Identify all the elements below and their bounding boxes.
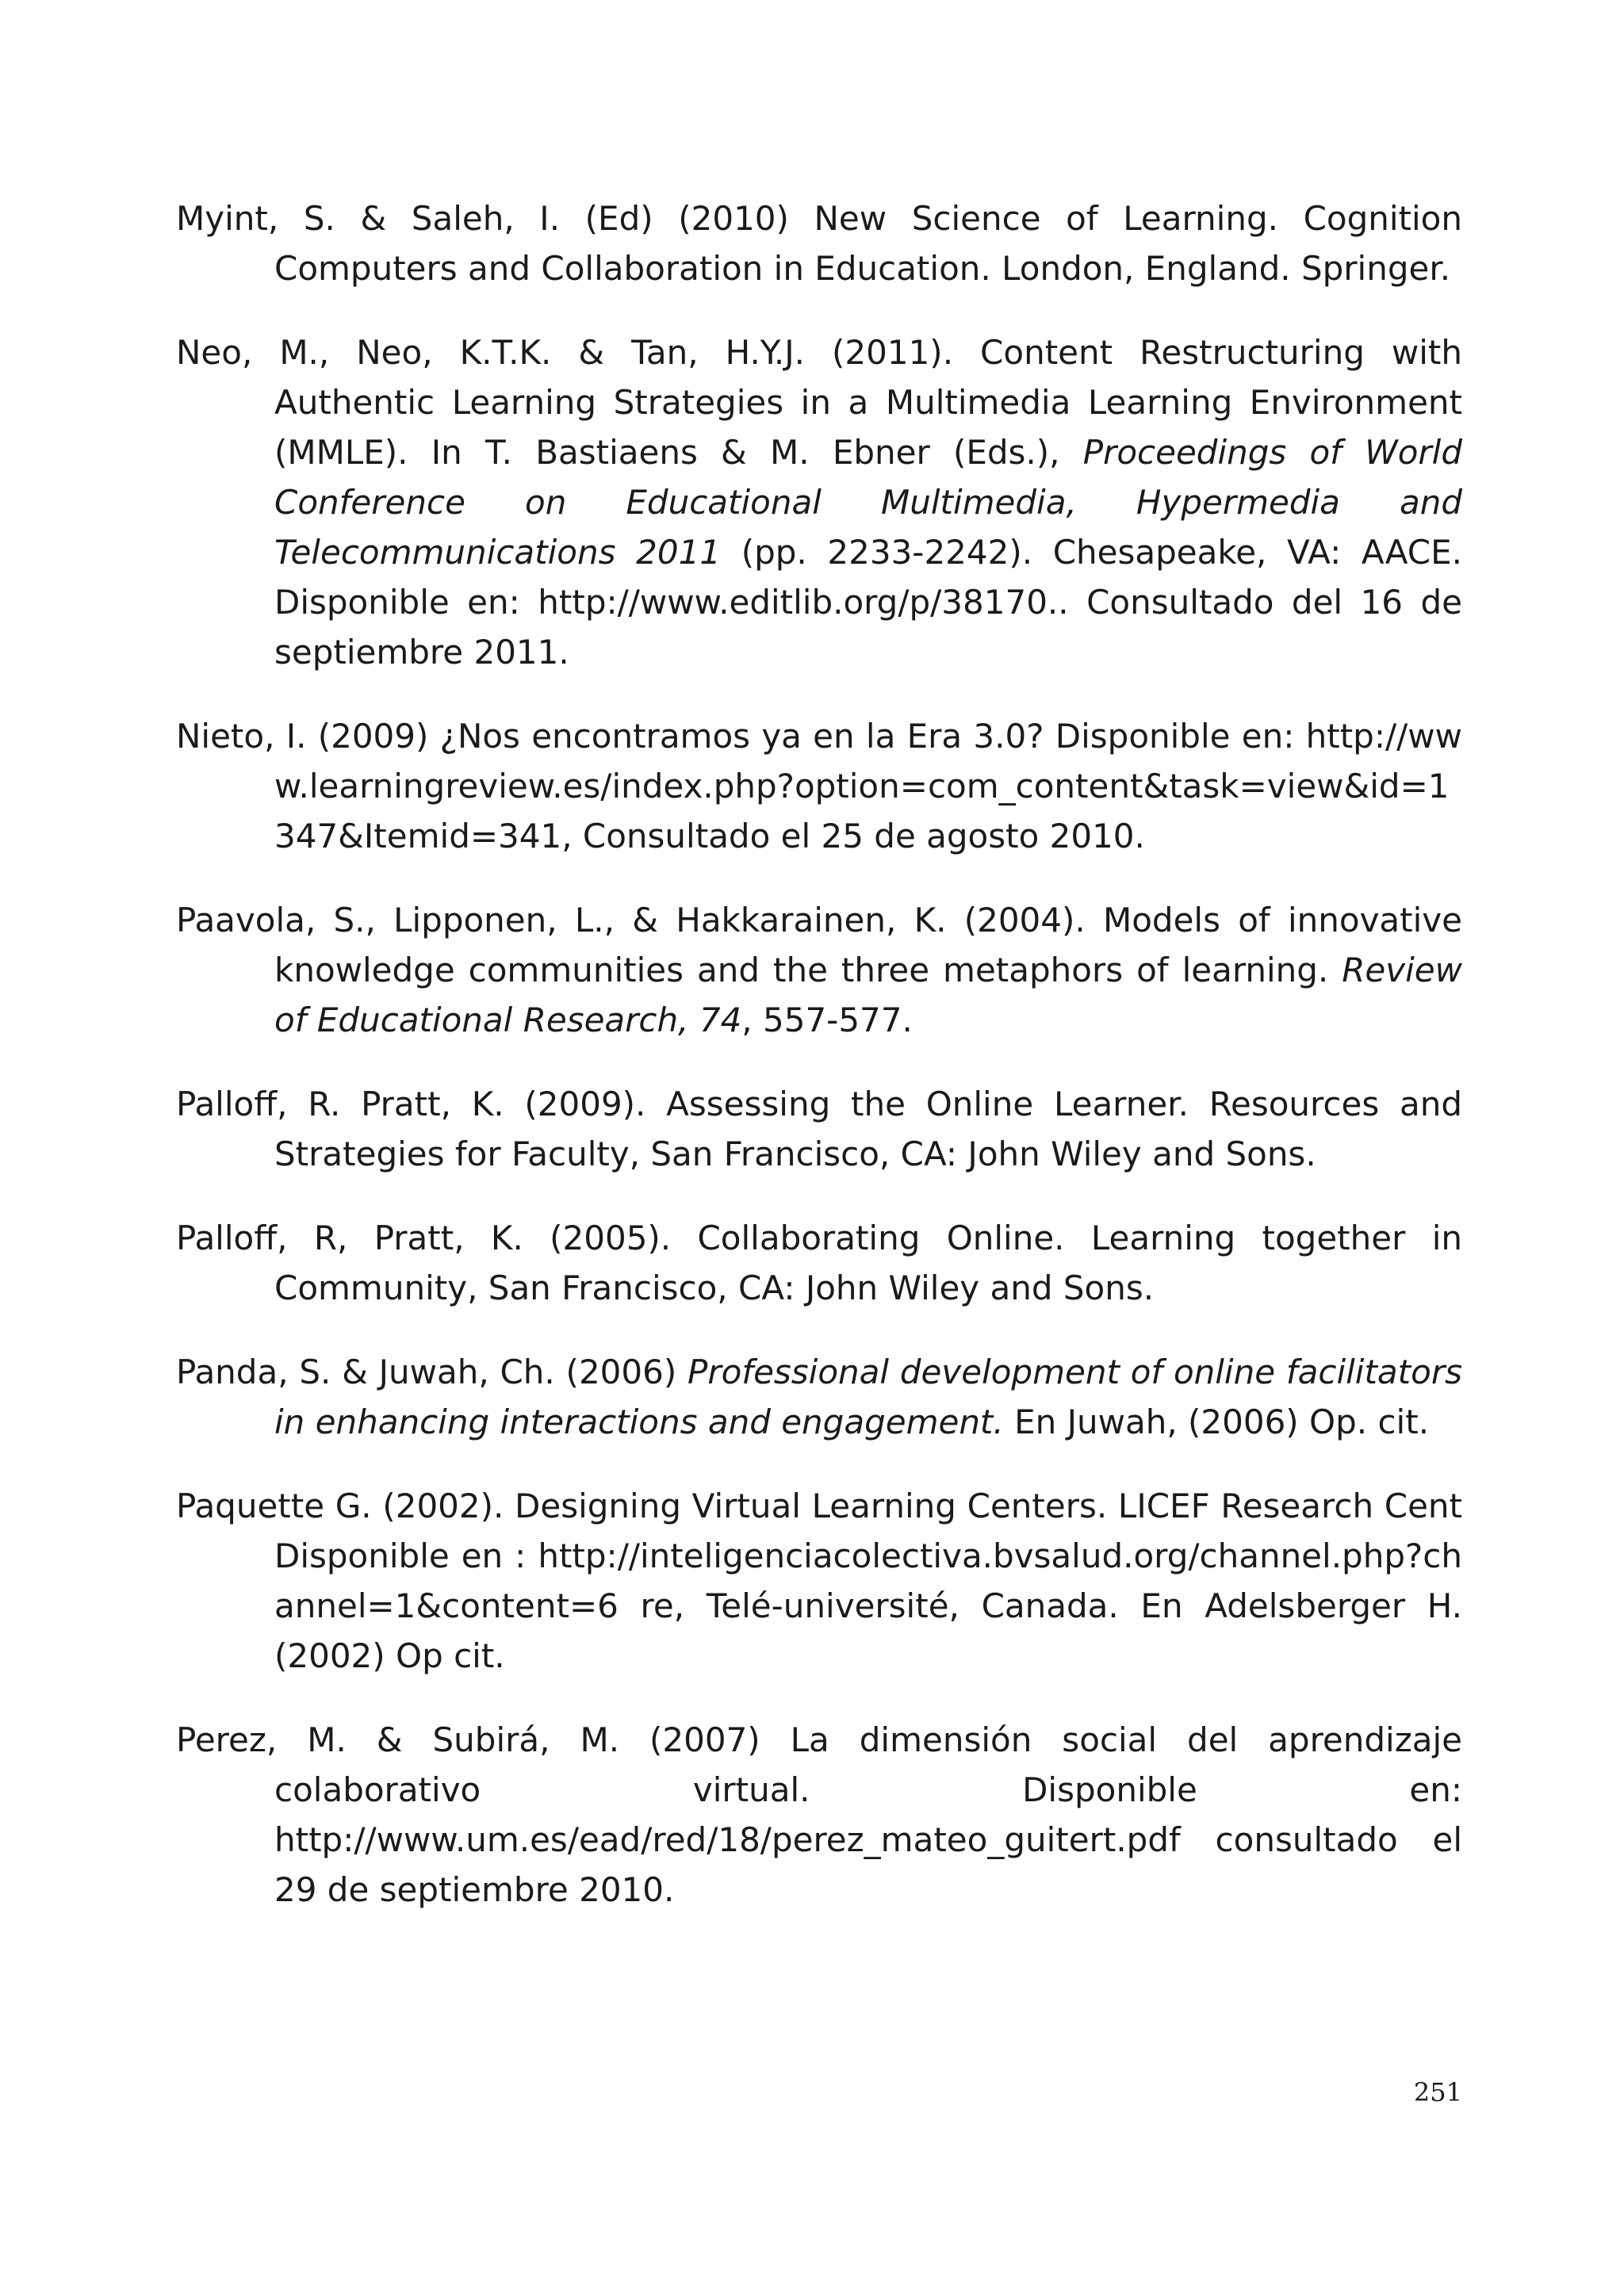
reference-text: Perez, M. & Subirá, M. (2007) La dimensión social del aprendizaje colaborativo virtual. Disponible en: http://www.um.es/ead/red/18/perez_mateo_guitert.pdf consultado el 29 de septiembre 2010.	[176, 1720, 1462, 1909]
reference-list	[176, 193, 1462, 1949]
reference-entry-paavola	[176, 895, 1462, 1045]
reference-title-italic: Proceedings of World Conference on Educational Multimedia, Hypermedia and Telecommunications 2011	[274, 433, 1462, 572]
reference-text: Panda, S. & Juwah, Ch. (2006)	[176, 1353, 688, 1391]
reference-text: (pp. 2233-2242). Chesapeake, VA: AACE. Disponible en: http://www.editlib.org/p/38170.. Consultado del 16 de septiembre 2011.	[274, 533, 1462, 672]
reference-text: Palloff, R. Pratt, K. (2009). Assessing the Online Learner. Resources and Strategies for Faculty, San Francisco, CA: John Wiley and Sons.	[176, 1085, 1462, 1173]
reference-entry-myint	[176, 193, 1462, 293]
reference-text: Myint, S. & Saleh, I. (Ed) (2010) New Science of Learning. Cognition Computers and Collaboration in Education. London, England. Springer.	[176, 199, 1462, 288]
reference-entry-perez	[176, 1715, 1462, 1915]
reference-entry-neo	[176, 327, 1462, 677]
reference-text: Nieto, I. (2009) ¿Nos encontramos ya en la Era 3.0? Disponible en:	[176, 717, 1306, 756]
reference-url: http://inteligenciacolectiva.bvsalud.org/channel.php?channel=1&content=6	[274, 1536, 1462, 1625]
reference-text: En Juwah, (2006) Op. cit.	[1003, 1402, 1430, 1441]
reference-text: Neo, M., Neo, K.T.K. & Tan, H.Y.J. (2011). Content Restructuring with Authentic Learning Strategies in a Multimedia Learning Environment (MMLE). In T. Bastiaens & M. Ebner (Eds.),	[176, 333, 1462, 472]
reference-url: http://www.learningreview.es/index.php?option=com_content&task=view&id=1347&Itemid=341,	[274, 717, 1462, 855]
reference-text: Paquette G. (2002). Designing Virtual Learning Centers. LICEF Research Cent Disponible en :	[176, 1487, 1462, 1575]
reference-text: re, Telé-université, Canada. En Adelsberger H. (2002) Op cit.	[274, 1586, 1462, 1675]
page-number: 251	[1413, 2077, 1462, 2107]
reference-entry-palloff-2005	[176, 1213, 1462, 1313]
reference-text: Paavola, S., Lipponen, L., & Hakkarainen, K. (2004). Models of innovative knowledge communities and the three metaphors of learning.	[176, 901, 1462, 989]
reference-text: , 557-577.	[741, 1001, 913, 1039]
reference-entry-panda	[176, 1347, 1462, 1447]
reference-text: Consultado el 25 de agosto 2010.	[572, 817, 1145, 855]
reference-entry-palloff-2009	[176, 1079, 1462, 1179]
reference-text: Palloff, R, Pratt, K. (2005). Collaborating Online. Learning together in Community, San Francisco, CA: John Wiley and Sons.	[176, 1219, 1462, 1307]
reference-title-italic: Professional development of online facilitators in enhancing interactions and engagement.	[274, 1353, 1462, 1441]
reference-entry-nieto	[176, 711, 1462, 861]
reference-title-italic: Review of Educational Research, 74	[274, 951, 1462, 1039]
reference-entry-paquette	[176, 1481, 1462, 1681]
